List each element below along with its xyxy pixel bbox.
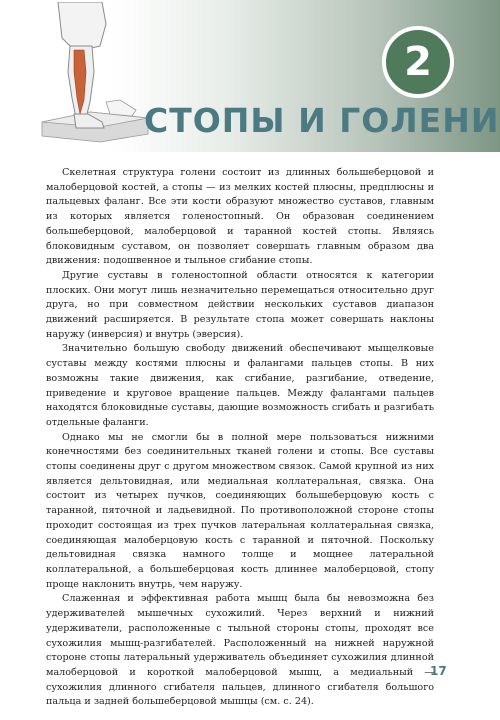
chapter-title: СТОПЫ И ГОЛЕНИ: [144, 101, 500, 140]
paragraph: Скелетная структура голени состоит из длинных большеберцовой и малоберцовой костей, а стопы — из мелких костей плюсны, предплюсны и пальцевых фаланг. Все эти кости образуют множество суставов, главным из которых является голеностопный. Он образован соединением большеберцовой, малоберцовой и таранной костей стопы. Являясь блоковидным суставом, он позволяет совершать главным образом два движения: подошвенное и тыльное сгибание стопы.: [46, 167, 434, 267]
body-text: [46, 166, 434, 710]
leg-muscle-illustration-icon: [40, 2, 150, 148]
paragraph: Однако мы не смогли бы в полной мере пользоваться нижними конечностями без соединительных тканей голени и стопы. Все суставы стопы соединены друг с другом множеством связок. Самой крупной из них является дельтовидная, или медиальная коллатеральная, связка. Она состоит из четырех пучков, соединяющих большеберцовую кость с таранной, пяточной и ладьевидной. По противоположной стороне стопы проходит состоящая из трех пучков латеральная коллатеральная связка, соединяющая малоберцовую кость с таранной и пяточной. Поскольку дельтовидная связка намного толще и мощнее латеральной коллатеральной, а большеберцовая кость длиннее малоберцовой, стопу проще наклонить внутрь, чем наружу.: [46, 431, 434, 590]
paragraph: Значительно большую свободу движений обеспечивают мыщелковые суставы между костями плюсны и фалангами пальцев стопы. В них возможны такие движения, как сгибание, разгибание, отведение, приведение и круговое вращение пальцев. Между фалангами пальцев находятся блоковидные суставы, дающие возможность сгибать и разгибать отдельные фаланги.: [46, 343, 434, 428]
paragraph: Слаженная и эффективная работа мышц была бы невозможна без удерживателей мышечных сухожилий. Через верхний и нижний удерживатели, расположенные с тыльной стороны стопы, проходят все сухожилия мышц-разгибателей. Расположенный на нижней наружной стороне стопы латеральный удерживатель объединяет сухожилия длинной малоберцовой и короткой малоберцовой мышц, а медиальный — сухожилия длинного сгибателя пальцев, длинного сгибателя большого пальца и задней большеберцовой мышцы (см. с. 24).: [46, 593, 434, 708]
page-number: 17: [430, 664, 447, 678]
chapter-number-badge: 2: [382, 26, 454, 98]
paragraph: Другие суставы в голеностопной области относятся к категории плоских. Они могут лишь незначительно перемещаться относительно друг друга, но при совместном действии нескольких суставов диапазон движений расширяется. В результате стопа может совершать наклоны наружу (инверсия) и внутрь (эверсия).: [46, 269, 434, 340]
